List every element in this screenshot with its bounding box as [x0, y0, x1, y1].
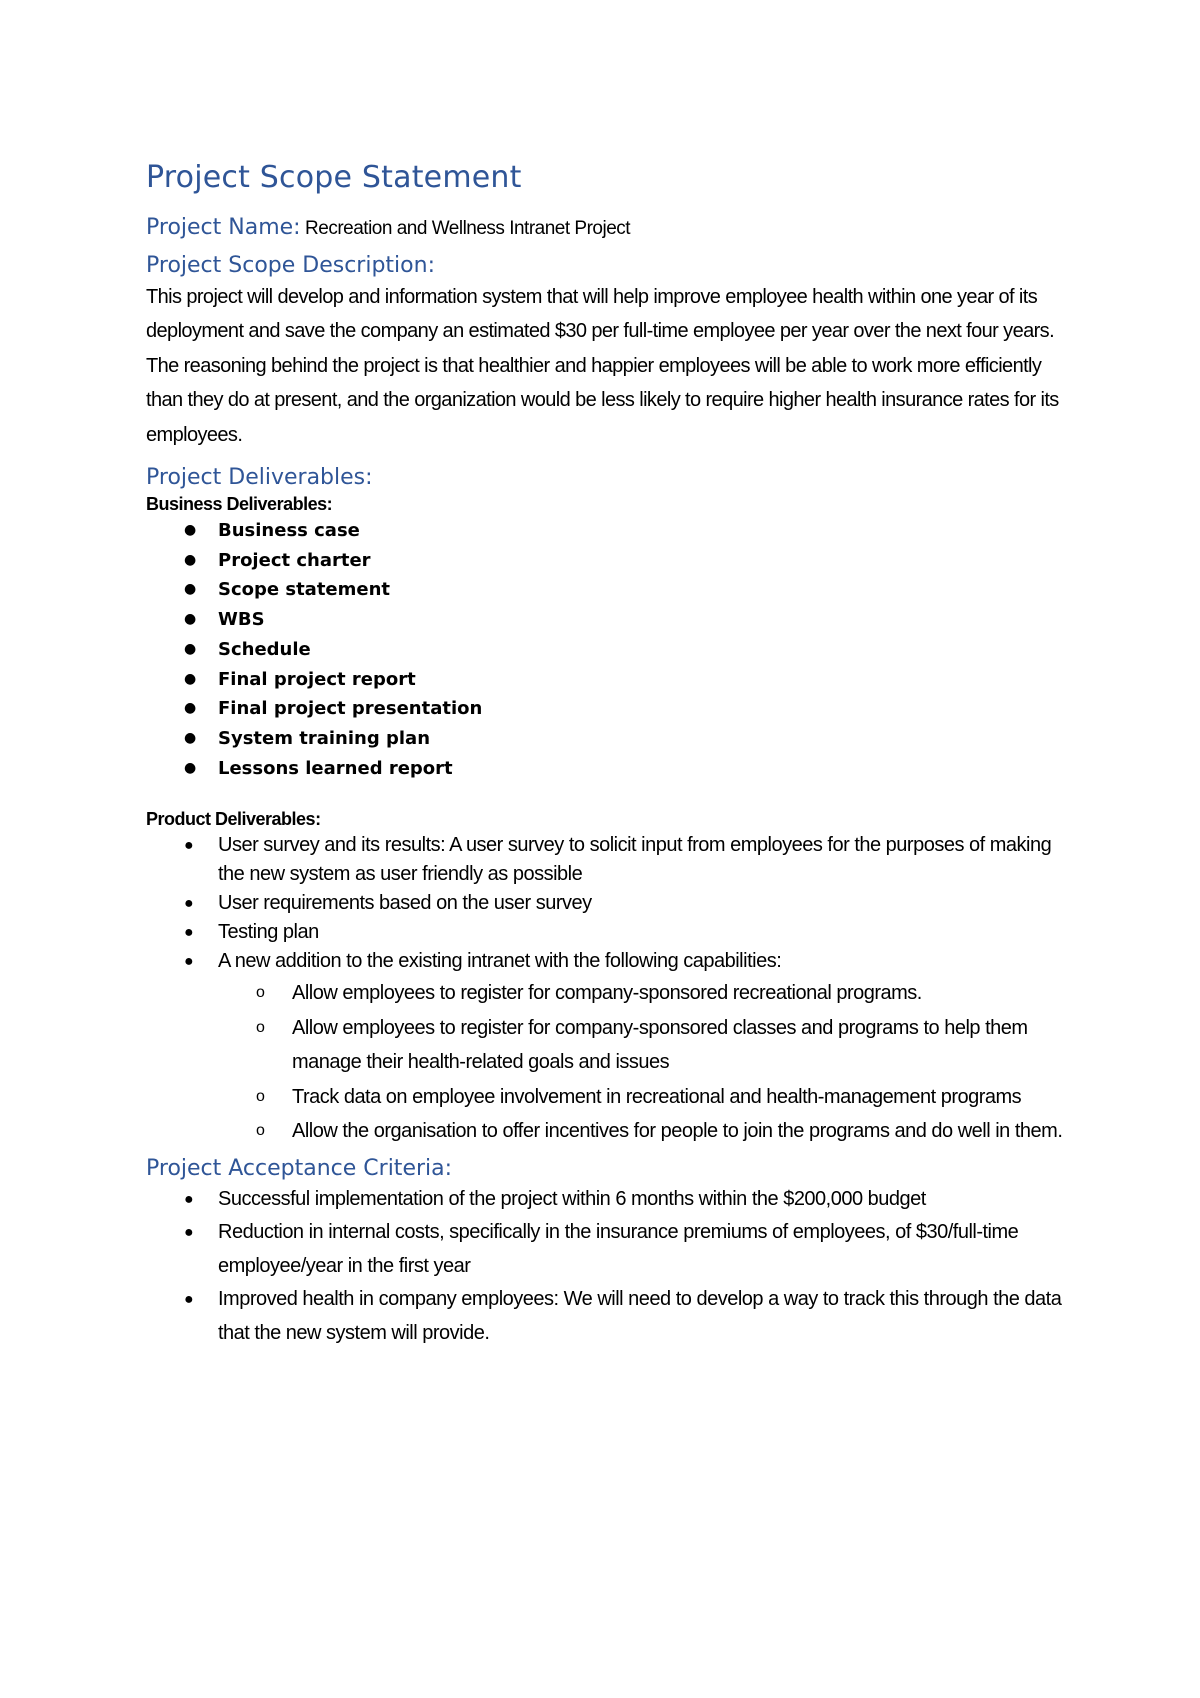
- bullet-icon: ●: [184, 1190, 194, 1208]
- list-item: o Allow employees to register for company-sponsored recreational programs.: [146, 976, 1066, 1011]
- circle-bullet-icon: o: [256, 1087, 265, 1105]
- circle-bullet-icon: o: [256, 1018, 265, 1036]
- scope-description-text: This project will develop and information system that will help improve employee health within one year of its deployment and save the company an estimated $30 per full-time employee per year over the next four years. The reasoning behind the project is that healthier and happier employees will be able to work more efficiently than they do at present, and the organization would be less likely to require higher health insurance rates for its employees.: [146, 286, 1059, 446]
- list-item: ● WBS: [146, 605, 1066, 635]
- list-item: ● Reduction in internal costs, specifically in the insurance premiums of employees, of $30/full-time employee/year in the first year: [146, 1216, 1066, 1283]
- bullet-icon: ●: [184, 759, 197, 776]
- scope-description-heading: Project Scope Description:: [146, 253, 435, 278]
- bullet-icon: ●: [184, 581, 197, 598]
- list-item: o Track data on employee involvement in recreational and health-management programs: [146, 1080, 1066, 1115]
- spacer: [146, 783, 1066, 807]
- bullet-icon: ●: [184, 1291, 194, 1309]
- list-item: ● Successful implementation of the project within 6 months within the $200,000 budget: [146, 1183, 1066, 1217]
- list-item: ● Scope statement: [146, 575, 1066, 605]
- project-name-label: Project Name:: [146, 215, 301, 240]
- bullet-icon: ●: [184, 522, 197, 539]
- list-item: ● Improved health in company employees: We will need to develop a way to track this through the data that the new system will provide.: [146, 1283, 1066, 1350]
- bullet-icon: ●: [184, 640, 197, 657]
- bullet-icon: ●: [184, 837, 194, 855]
- list-item: ● System training plan: [146, 724, 1066, 754]
- list-item: o Allow employees to register for company-sponsored classes and programs to help them manage their health-related goals and issues: [146, 1011, 1066, 1080]
- project-name-row: [146, 214, 1066, 242]
- list-item: ● Final project report: [146, 665, 1066, 695]
- acceptance-criteria-heading: Project Acceptance Criteria:: [146, 1155, 453, 1181]
- business-deliverables-label: Business Deliverables:: [146, 494, 333, 515]
- document-title: Project Scope Statement: [146, 160, 522, 195]
- list-item: ● A new addition to the existing intranet with the following capabilities:: [146, 947, 1066, 976]
- bullet-icon: ●: [184, 953, 194, 971]
- bullet-icon: ●: [184, 670, 197, 687]
- list-item: ● Final project presentation: [146, 694, 1066, 724]
- circle-bullet-icon: o: [256, 984, 265, 1002]
- product-deliverables-label: Product Deliverables:: [146, 809, 321, 830]
- list-item: ● Business case: [146, 516, 1066, 546]
- bullet-icon: ●: [184, 611, 197, 628]
- business-deliverables-list: [146, 516, 1066, 783]
- bullet-icon: ●: [184, 551, 197, 568]
- project-name-value: Recreation and Wellness Intranet Project: [305, 218, 631, 239]
- list-item: ● Testing plan: [146, 918, 1066, 947]
- capabilities-list: [146, 976, 1066, 1149]
- list-item: ● User survey and its results: A user survey to solicit input from employees for the purposes of making the new system as user friendly as possible: [146, 831, 1066, 889]
- circle-bullet-icon: o: [256, 1122, 265, 1140]
- bullet-icon: ●: [184, 924, 194, 942]
- bullet-icon: ●: [184, 895, 194, 913]
- list-item: ● Schedule: [146, 635, 1066, 665]
- acceptance-criteria-list: [146, 1183, 1066, 1351]
- list-item: ● User requirements based on the user survey: [146, 889, 1066, 918]
- bullet-icon: ●: [184, 1224, 194, 1242]
- bullet-icon: ●: [184, 700, 197, 717]
- list-item: ● Lessons learned report: [146, 754, 1066, 784]
- list-item: o Allow the organisation to offer incentives for people to join the programs and do well in them.: [146, 1114, 1066, 1149]
- deliverables-heading: Project Deliverables:: [146, 465, 373, 491]
- document-page: [146, 160, 1066, 1350]
- bullet-icon: ●: [184, 729, 197, 746]
- list-item: ● Project charter: [146, 546, 1066, 576]
- product-deliverables-list: [146, 831, 1066, 976]
